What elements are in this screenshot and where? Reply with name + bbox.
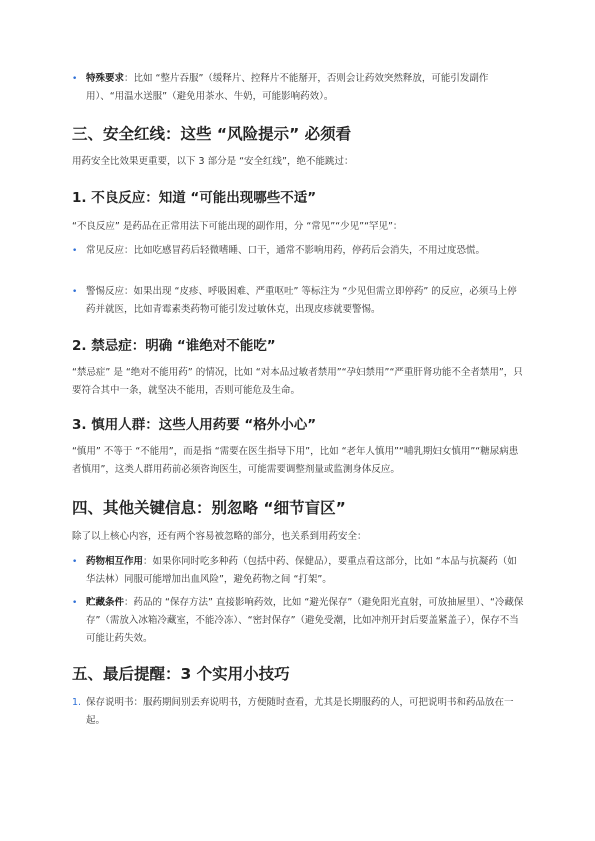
- section-intro: 除了以上核心内容，还有两个容易被忽略的部分，也关系到用药安全：: [72, 531, 367, 542]
- bullet-icon: •: [72, 287, 78, 297]
- bullet-term: 贮藏条件: [86, 597, 125, 608]
- list-item: [72, 553, 524, 589]
- bullet-icon: •: [72, 74, 78, 84]
- subsection-heading: 1. 不良反应：知道 “可能出现哪些不适”: [72, 190, 317, 206]
- section-intro: 用药安全比效果更重要，以下 3 部分是 “安全红线”，绝不能跳过：: [72, 156, 354, 167]
- bullet-icon: •: [72, 246, 78, 256]
- bullet-text: ：如果你同时吃多种药（包括中药、保健品），要重点看这部分，比如 “本品与抗凝药（如华法林）同服可能增加出血风险”，避免药物之间 “打架”。: [86, 556, 517, 585]
- subsection-heading: 2. 禁忌症：明确 “谁绝对不能吃”: [72, 338, 276, 354]
- list-item: [72, 283, 524, 319]
- list-item: [72, 70, 524, 106]
- subsection-text: “慎用” 不等于 “不能用”，而是指 “需要在医生指导下用”，比如 “老年人慎用”“哺乳期妇女慎用”“糖尿病患者慎用”，这类人群用药前必须咨询医生，可能需要调整剂量或监测身体反应。: [72, 446, 519, 475]
- section-heading: 三、安全红线：这些 “风险提示” 必须看: [72, 125, 352, 143]
- bullet-term: 药物相互作用: [86, 556, 144, 567]
- bullet-text: 常见反应：比如吃感冒药后轻微嗜睡、口干，通常不影响用药，停药后会消失，不用过度恐慌。: [86, 245, 486, 256]
- list-item: [72, 242, 524, 260]
- bullet-icon: •: [72, 598, 78, 608]
- list-number: 1.: [72, 697, 82, 708]
- subsection-text: “禁忌症” 是 “绝对不能用药” 的情况，比如 “对本品过敏者禁用”“孕妇禁用”“严重肝肾功能不全者禁用”，只要符合其中一条，就坚决不能用，否则可能危及生命。: [72, 367, 523, 396]
- section-heading: 四、其他关键信息：别忽略 “细节盲区”: [72, 499, 346, 517]
- section-heading: 五、最后提醒：3 个实用小技巧: [72, 665, 290, 683]
- bullet-text: ：药品的 “保存方法” 直接影响药效，比如 “避光保存”（避免阳光直射，可放抽屉里）、“冷藏保存”（需放入冰箱冷藏室，不能冷冻）、“密封保存”（避免受潮，比如冲剂开封后要盖紧盖子），保存不当可能让药失效。: [86, 597, 524, 644]
- list-item: [72, 594, 524, 648]
- list-item-text: 保存说明书：服药期间别丢弃说明书，方便随时查看，尤其是长期服药的人，可把说明书和药品放在一起。: [86, 697, 514, 726]
- bullet-icon: •: [72, 557, 78, 567]
- subsection-heading: 3. 慎用人群：这些人用药要 “格外小心”: [72, 417, 317, 433]
- bullet-text: 警惕反应：如果出现 “皮疹、呼吸困难、严重呕吐” 等标注为 “少见但需立即停药” 的反应，必须马上停药并就医，比如青霉素类药物可能引发过敏休克，出现皮疹就要警惕。: [86, 286, 517, 315]
- list-item: [72, 694, 524, 730]
- bullet-term: 特殊要求: [86, 73, 125, 84]
- bullet-text: ：比如 “整片吞服”（缓释片、控释片不能掰开，否则会让药效突然释放，可能引发副作用）、“用温水送服”（避免用茶水、牛奶，可能影响药效）。: [86, 73, 489, 102]
- subsection-intro: “不良反应” 是药品在正常用法下可能出现的副作用，分 “常见”“少见”“罕见”：: [72, 221, 403, 232]
